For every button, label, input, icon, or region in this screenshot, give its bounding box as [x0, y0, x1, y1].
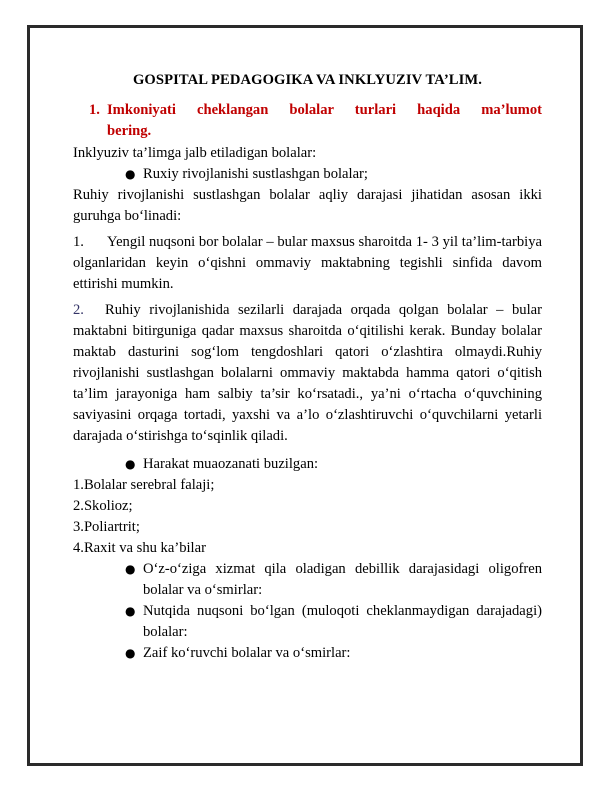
- bullet-item: [125, 601, 542, 643]
- document-body: [73, 70, 542, 664]
- paragraph: Ruhiy rivojlanishi sustlashgan bolalar aqliy darajasi jihatidan asosan ikki guruhga bo‘linadi:: [73, 187, 542, 224]
- bullet-icon: ●: [125, 167, 136, 181]
- item-text: Ruhiy rivojlanishida sezilarli darajada orqada qolgan bolalar – bular maktabni bitirguniga qadar maxsus sharoitda o‘qitilishi kerak. Bunday bolalar maktab dasturini sog‘lom tengdoshlari qatori o‘zlashtira olmaydi.Ruhiy rivojlanishi sustlashgan bolalarni ommaviy maktabda hamma qatori o‘qitish ta’lim jarayoniga ham salbiy ta’sir ko‘rsatadi., ya’ni o‘rtacha o‘quvchining saviyasini orqaga tortadi, yaxshi va a’lo o‘zlashtiruvchi o‘quvchilarni yetarli darajada o‘stirishga to‘sqinlik qiladi.: [73, 302, 542, 444]
- bullet-text: Ruxiy rivojlanishi sustlashgan bolalar;: [143, 166, 368, 182]
- list-item: 1.Bolalar serebral falaji;: [73, 477, 215, 493]
- heading-text: [107, 100, 542, 142]
- bullet-text: Nutqida nuqsoni bo‘lgan (muloqoti cheklanmaydigan darajadagi) bolalar:: [143, 603, 542, 640]
- bullet-item: [125, 559, 542, 601]
- bullet-text: Zaif ko‘ruvchi bolalar va o‘smirlar:: [143, 645, 351, 661]
- intro-text: Inklyuziv ta’limga jalb etiladigan bolalar:: [73, 145, 317, 161]
- heading-line-1: Imkoniyati cheklangan bolalar turlari haqida ma’lumot: [107, 102, 542, 118]
- list-item: 3.Poliartrit;: [73, 519, 140, 535]
- heading-line-2: bering.: [107, 123, 152, 139]
- item-number: 1.: [73, 234, 84, 250]
- bullet-icon: ●: [125, 562, 136, 576]
- document-title: GOSPITAL PEDAGOGIKA VA INKLYUZIV TA’LIM.: [132, 72, 483, 88]
- bullet-item: [125, 643, 542, 664]
- item-text: Yengil nuqsoni bor bolalar – bular maxsus sharoitda 1- 3 yil ta’lim-tarbiya olganlaridan keyin o‘qishni ommaviy maktabning tegishli sinfida davom ettirishi mumkin.: [73, 234, 542, 292]
- bullet-text: Harakat muaozanati buzilgan:: [143, 456, 319, 472]
- numbered-item-1: [73, 232, 542, 295]
- bullet-item: [125, 164, 542, 185]
- numbered-item-2: [73, 300, 542, 447]
- bullet-text: O‘z-o‘ziga xizmat qila oladigan debillik darajasidagi oligofren bolalar va o‘smirlar:: [143, 561, 542, 598]
- bullet-icon: ●: [125, 604, 136, 618]
- bullet-item: [125, 454, 542, 475]
- bullet-icon: ●: [125, 646, 136, 660]
- item-number: 2.: [73, 302, 84, 318]
- list-item: 2.Skolioz;: [73, 498, 133, 514]
- section-heading: [89, 100, 542, 142]
- bullet-icon: ●: [125, 457, 136, 471]
- list-item: 4.Raxit va shu ka’bilar: [73, 540, 206, 556]
- heading-number: 1.: [89, 102, 100, 118]
